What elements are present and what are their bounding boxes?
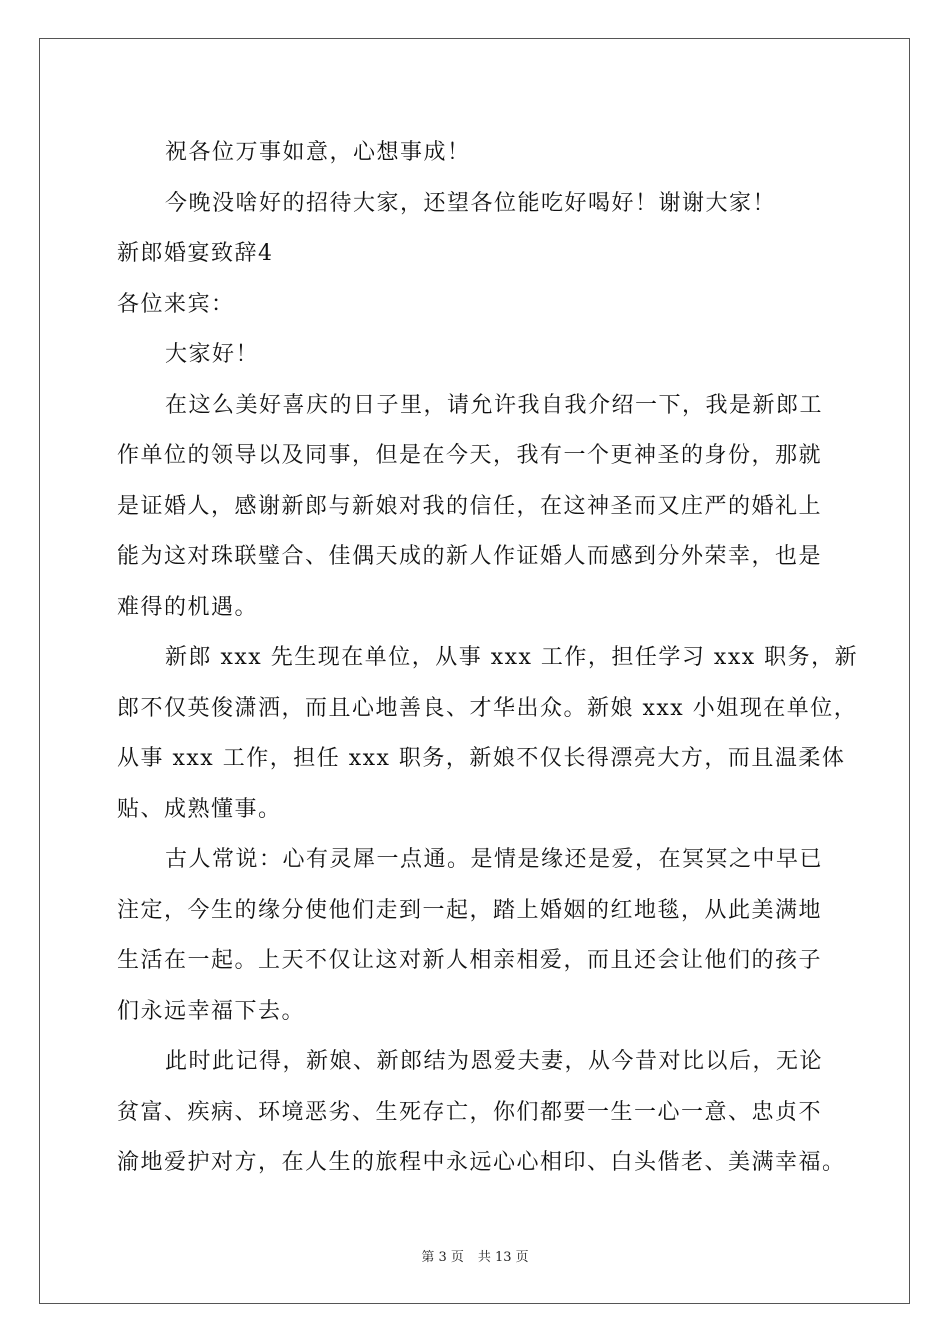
page-total: 共 13 页 xyxy=(477,1250,529,1265)
text-line: 新郎 xxx 先生现在单位，从事 xxx 工作，担任学习 xxx 职务，新 xyxy=(165,645,859,670)
text-line: 渝地爱护对方，在人生的旅程中永远心心相印、白头偕老、美满幸福。 xyxy=(117,1150,846,1175)
text-line: 从事 xxx 工作，担任 xxx 职务，新娘不仅长得漂亮大方，而且温柔体 xyxy=(117,746,846,771)
text-line: 在这么美好喜庆的日子里，请允许我自我介绍一下，我是新郎工 xyxy=(165,392,824,418)
salutation: 各位来宾： xyxy=(117,291,235,317)
section-heading: 新郎婚宴致辞4 xyxy=(117,241,274,266)
text-line: 贴、成熟懂事。 xyxy=(117,796,282,822)
text-line: 难得的机遇。 xyxy=(117,594,259,620)
text-line: 们永远幸福下去。 xyxy=(117,998,306,1024)
document-body xyxy=(117,128,859,1189)
text-line: 此时此记得，新娘、新郎结为恩爱夫妻，从今昔对比以后，无论 xyxy=(165,1049,824,1074)
text-line: 今晚没啥好的招待大家，还望各位能吃好喝好！谢谢大家！ xyxy=(165,190,777,216)
text-line: 作单位的领导以及同事，但是在今天，我有一个更神圣的身份，那就 xyxy=(117,443,823,468)
text-line: 贫富、疾病、环境恶劣、生死存亡，你们都要一生一心一意、忠贞不 xyxy=(117,1099,823,1125)
page-number: 第 3 页 xyxy=(421,1250,464,1265)
text-line: 是证婚人，感谢新郎与新娘对我的信任，在这神圣而又庄严的婚礼上 xyxy=(117,493,823,519)
text-line: 郎不仅英俊潇洒，而且心地善良、才华出众。新娘 xxx 小姐现在单位， xyxy=(117,695,858,721)
text-line: 祝各位万事如意，心想事成！ xyxy=(165,140,471,165)
text-line: 注定，今生的缘分使他们走到一起，踏上婚姻的红地毯，从此美满地 xyxy=(117,897,823,923)
text-line: 能为这对珠联璧合、佳偶天成的新人作证婚人而感到分外荣幸，也是 xyxy=(117,544,823,569)
text-line: 古人常说：心有灵犀一点通。是情是缘还是爱，在冥冥之中早已 xyxy=(165,847,824,872)
text-line: 生活在一起。上天不仅让这对新人相亲相爱，而且还会让他们的孩子 xyxy=(117,948,823,973)
text-line: 大家好！ xyxy=(165,342,260,367)
page-footer xyxy=(0,1246,950,1265)
